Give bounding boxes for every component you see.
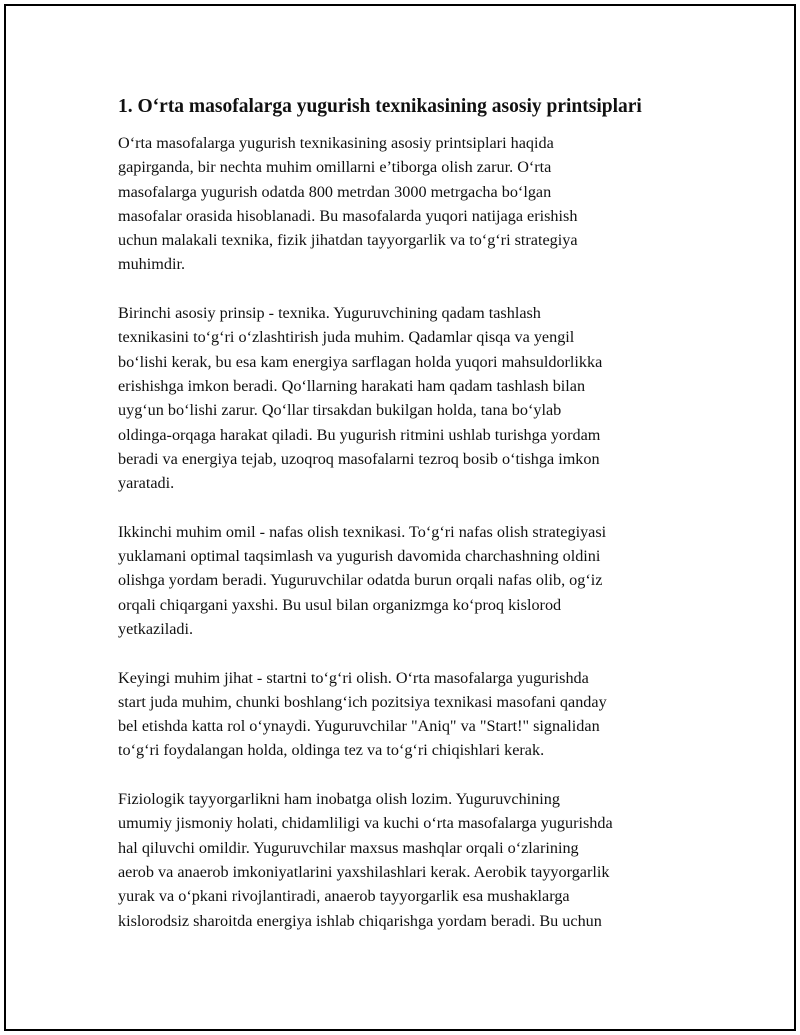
text-line: beradi va energiya tejab, uzoqroq masofalarni tezroq bosib o‘tishga imkon [118,449,600,468]
text-line: yetkaziladi. [118,619,194,638]
text-line: masofalarga yugurish odatda 800 metrdan 3000 metrgacha bo‘lgan [118,182,552,201]
text-line: oldinga-orqaga harakat qiladi. Bu yugurish ritmini ushlab turishga yordam [118,425,601,444]
text-line: texnikasini to‘g‘ri o‘zlashtirish juda muhim. Qadamlar qisqa va yengil [118,328,575,347]
text-line: to‘g‘ri foydalangan holda, oldinga tez va to‘g‘ri chiqishlari kerak. [118,741,545,760]
paragraph-technique [118,301,698,495]
text-line: erishishga imkon beradi. Qo‘llarning harakati ham qadam tashlash bilan [118,376,586,395]
text-line: Birinchi asosiy prinsip - texnika. Yuguruvchining qadam tashlash [118,304,541,323]
text-line: start juda muhim, chunki boshlang‘ich pozitsiya texnikasi masofani qanday [118,692,607,711]
paragraph-start [118,666,698,763]
text-line: uyg‘un bo‘lishi zarur. Qo‘llar tirsakdan bukilgan holda, tana bo‘ylab [118,401,562,420]
text-line: aerob va anaerob imkoniyatlarini yaxshilashlari kerak. Aerobik tayyorgarlik [118,862,610,881]
text-line: O‘rta masofalarga yugurish texnikasining asosiy printsiplari haqida [118,134,554,152]
text-line: yurak va o‘pkani rivojlantiradi, anaerob tayyorgarlik esa mushaklarga [118,887,570,906]
text-line: kislorodsiz sharoitda energiya ishlab chiqarishga yordam beradi. Bu uchun [118,911,602,930]
text-line: umumiy jismoniy holati, chidamliligi va kuchi o‘rta masofalarga yugurishda [118,814,613,833]
paragraph-physiology [118,787,698,933]
text-line: hal qiluvchi omildir. Yuguruvchilar maxsus mashqlar orqali o‘zlarining [118,838,579,857]
text-line: uchun malakali texnika, fizik jihatdan tayyorgarlik va to‘g‘ri strategiya [118,231,578,250]
text-line: yaratadi. [118,474,175,493]
document-body [118,93,698,957]
paragraph-intro [118,131,698,277]
text-line: Ikkinchi muhim omil - nafas olish texnikasi. To‘g‘ri nafas olish strategiyasi [118,522,607,541]
text-line: bo‘lishi kerak, bu esa kam energiya sarflagan holda yuqori mahsuldorlikka [118,352,603,371]
text-line: gapirganda, bir nechta muhim omillarni e’tiborga olish zarur. O‘rta [118,158,552,177]
text-line: yuklamani optimal taqsimlash va yugurish davomida charchashning oldini [118,547,601,566]
text-line: muhimdir. [118,255,186,274]
text-line: masofalar orasida hisoblanadi. Bu masofalarda yuqori natijaga erishish [118,206,578,225]
text-line: Keyingi muhim jihat - startni to‘g‘ri olish. O‘rta masofalarga yugurishda [118,668,589,687]
section-heading: 1. O‘rta masofalarga yugurish texnikasining asosiy printsiplari [118,96,642,117]
text-line: olishga yordam beradi. Yuguruvchilar odatda burun orqali nafas olib, og‘iz [118,571,603,590]
paragraph-breathing [118,520,698,641]
text-line: Fiziologik tayyorgarlikni ham inobatga olish lozim. Yuguruvchining [118,790,560,809]
text-line: bel etishda katta rol o‘ynaydi. Yuguruvchilar "Aniq" va "Start!" signalidan [118,717,600,736]
text-line: orqali chiqargani yaxshi. Bu usul bilan organizmga ko‘proq kislorod [118,595,562,614]
